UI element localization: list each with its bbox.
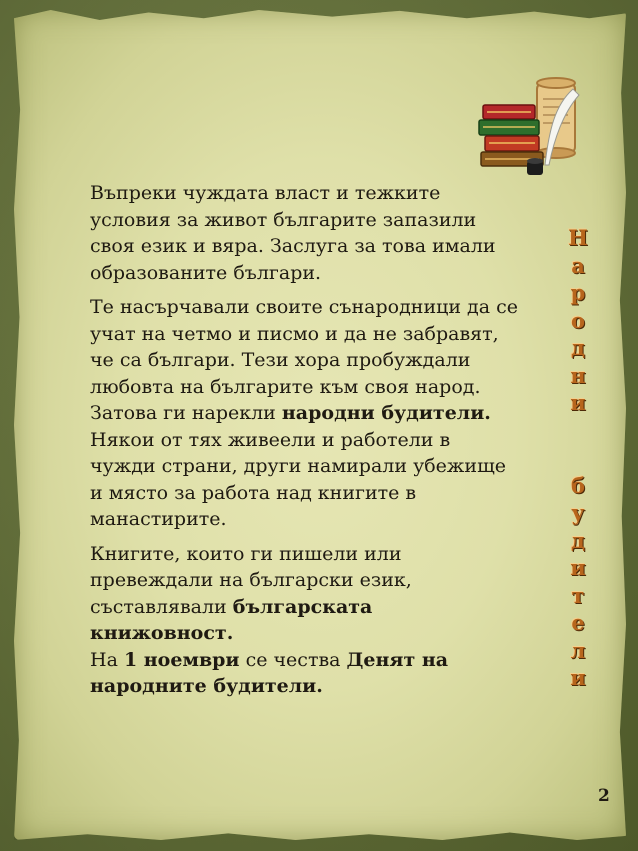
paragraph-3-text-a: Книгите, които ги пишели или превеждали на български език, съставлявали — [90, 542, 412, 618]
paragraph-2 — [90, 294, 520, 533]
paragraph-2-text-c: Някои от тях живеели и работели в чужди страни, други намирали убежище и място за работа над книгите в манастирите. — [90, 428, 506, 530]
paragraph-3 — [90, 541, 520, 700]
title-letter: а — [571, 252, 585, 278]
paragraph-4-text-c: се чества — [239, 648, 347, 671]
title-letter: и — [570, 665, 586, 690]
paragraph-4-text-a: На — [90, 648, 124, 671]
title-letter: и — [570, 555, 586, 580]
title-letter: д — [571, 335, 585, 360]
title-letter: Н — [568, 225, 588, 250]
paragraph-1 — [90, 180, 520, 286]
title-letter: т — [571, 582, 585, 608]
paragraph-2-bold: народни будители. — [281, 402, 491, 424]
paragraph-4-date: 1 ноември — [123, 648, 240, 671]
title-letter: л — [570, 637, 586, 663]
paragraph-1-text: Въпреки чуждата власт и тежките условия за живот българите запазили своя език и вяра. Заслуга за това имали образованите българи. — [90, 182, 496, 284]
title-letter: б — [570, 472, 585, 498]
title-letter: и — [570, 390, 586, 415]
paragraph-2-text-a: Те насърчавали своите сънародници да се учат на четмо и писмо и да не забравят, че са българи. Тези хора пробуждали любовта на българите към своя народ. Затова ги нарекли — [90, 296, 518, 424]
books-and-scroll-icon — [475, 75, 585, 185]
paragraph-4-holiday: Денят на народните будители. — [90, 648, 449, 697]
title-letter: д — [571, 527, 585, 553]
title-letter: р — [570, 280, 586, 305]
title-letter: у — [571, 500, 585, 525]
title-letter: е — [571, 610, 585, 635]
title-letter: о — [570, 307, 585, 333]
vertical-title — [556, 224, 600, 692]
page-number: 2 — [598, 786, 610, 806]
paragraph-3-bold: българската книжовност. — [90, 595, 373, 644]
main-text — [90, 180, 520, 700]
title-letter: н — [570, 362, 586, 388]
